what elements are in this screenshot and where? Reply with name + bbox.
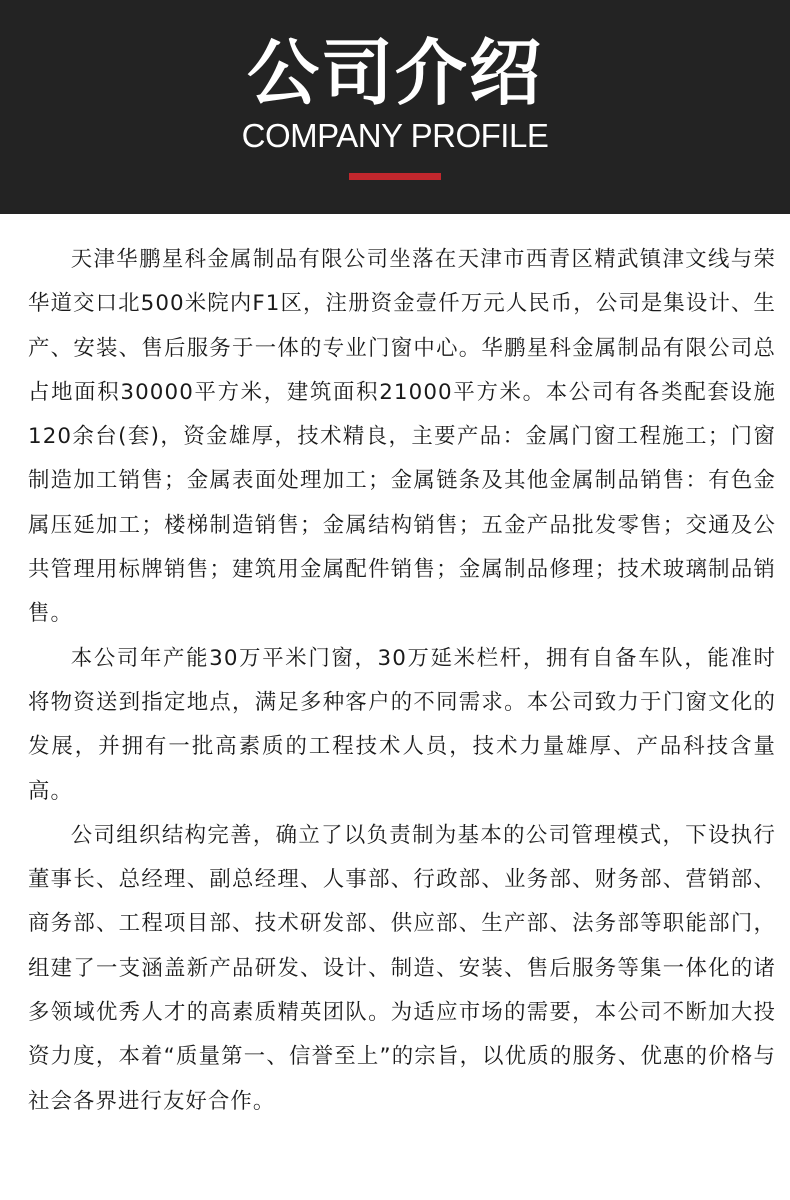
- page-subtitle: COMPANY PROFILE: [241, 117, 549, 154]
- paragraph-intro: 天津华鹏星科金属制品有限公司坐落在天津市西青区精武镇津文线与荣华道交口北500米院内F1区，注册资金壹仟万元人民币，公司是集设计、生产、安装、售后服务于一体的专业门窗中心。华鹏星科金属制品有限公司总占地面积30000平方米，建筑面积21000平方米。本公司有各类配套设施120余台(套)，资金雄厚，技术精良，主要产品：金属门窗工程施工；门窗制造加工销售；金属表面处理加工；金属链条及其他金属制品销售：有色金属压延加工；楼梯制造销售；金属结构销售；五金产品批发零售；交通及公共管理用标牌销售；建筑用金属配件销售；金属制品修理；技术玻璃制品销售。: [28, 247, 776, 627]
- header-banner: [0, 0, 790, 214]
- paragraph-capacity: 本公司年产能30万平米门窗，30万延米栏杆，拥有自备车队，能准时将物资送到指定地点，满足多种客户的不同需求。本公司致力于门窗文化的发展，并拥有一批高素质的工程技术人员，技术力量雄厚、产品科技含量高。: [28, 645, 776, 804]
- paragraph-organization: 公司组织结构完善，确立了以负责制为基本的公司管理模式，下设执行董事长、总经理、副总经理、人事部、行政部、业务部、财务部、营销部、商务部、工程项目部、技术研发部、供应部、生产部、法务部等职能部门，组建了一支涵盖新产品研发、设计、制造、安装、售后服务等集一体化的诸多领域优秀人才的高素质精英团队。为适应市场的需要，本公司不断加大投资力度，本着“质量第一、信誉至上”的宗旨，以优质的服务、优惠的价格与社会各界进行友好合作。: [28, 822, 776, 1114]
- company-profile-body: [28, 238, 776, 1124]
- title-underline-accent: [349, 173, 441, 180]
- page-title: 公司介绍: [246, 31, 543, 115]
